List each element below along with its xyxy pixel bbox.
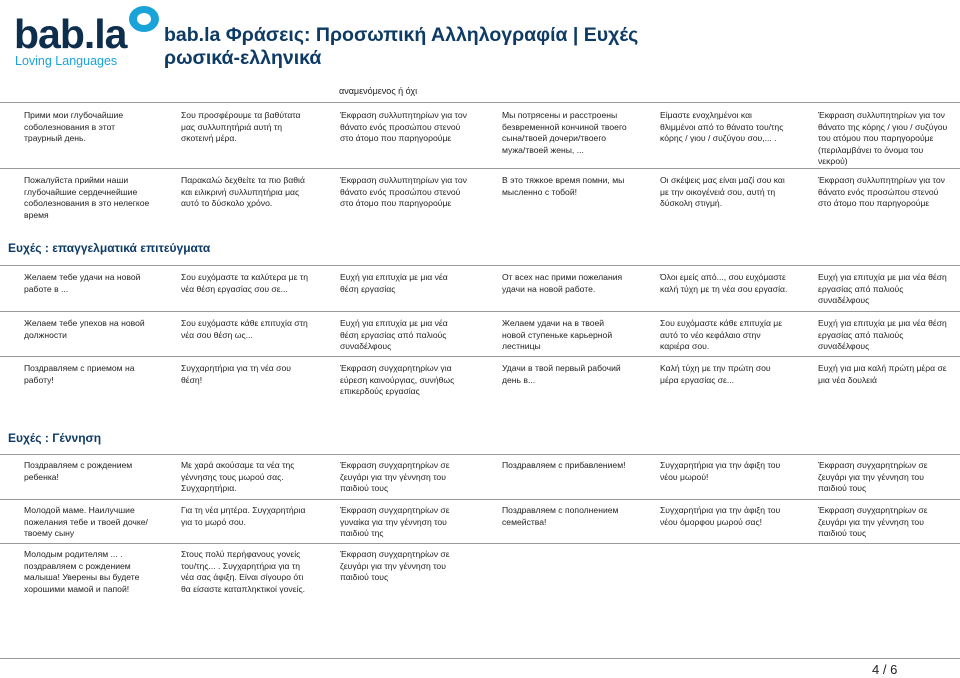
phrase-russian: В это тяжкое время помни, мы мысленно с тобой! bbox=[502, 175, 625, 197]
continuation-text: αναμενόμενος ή όχι bbox=[339, 86, 418, 96]
phrase-greek: Στους πολύ περήφανους γονείς του/της... . Συγχαρητήρια για τη νέα σας άφιξη. Είναι σίγουρο ότι θα είσαστε καταπληκτικοί γονείς. bbox=[181, 549, 305, 594]
phrase-russian: Пожалуйста прийми наши глубочайшие сердечнейшие соболезнования в это нелегкое время bbox=[24, 175, 150, 220]
logo-text: bab.la bbox=[14, 11, 127, 57]
phrase-russian: Поздравляем с пополнением семейства! bbox=[502, 505, 619, 527]
phrase-greek: Παρακαλώ δεχθείτε τα πιο βαθιά και ειλικρινή συλλυπητήρια μας αυτό το δύσκολο χρόνο. bbox=[181, 175, 305, 208]
phrase-usage: Έκφραση συγχαρητηρίων σε ζευγάρι για την γέννηση του παιδιού τους bbox=[340, 549, 450, 582]
phrase-usage: Ευχή για επιτυχία με μια νέα θέση εργασίας από παλιούς συναδέλφους bbox=[340, 318, 448, 351]
phrase-russian: Молодой маме. Наилучшие пожелания тебе и твоей дочке/твоему сыну bbox=[24, 505, 148, 538]
phrase-greek: Συγχαρητήρια για τη νέα σου θέση! bbox=[181, 363, 291, 385]
speech-bubble-icon bbox=[129, 6, 159, 32]
phrase-greek: Σου ευχόμαστε τα καλύτερα με τη νέα θέση εργασίας σου σε... bbox=[181, 272, 309, 294]
phrase-usage: Έκφραση συγχαρητηρίων σε ζευγάρι για την γέννηση του παιδιού τους bbox=[818, 505, 928, 538]
phrase-greek: Για τη νέα μητέρα. Συγχαρητήρια για το μωρό σου. bbox=[181, 505, 306, 527]
phrase-russian: Желаем тебе удачи на новой работе в ... bbox=[24, 272, 141, 294]
page-title bbox=[164, 24, 638, 70]
phrase-russian: Удачи в твой первый рабочий день в... bbox=[502, 363, 621, 385]
phrase-russian: Желаем удачи на в твоей новой ступеньке карьерной лестницы bbox=[502, 318, 613, 351]
row-divider bbox=[0, 543, 960, 544]
phrase-greek: Με χαρά ακούσαμε τα νέα της γέννησης τους μωρού σας. Συγχαρητήρια. bbox=[181, 460, 295, 493]
row-divider bbox=[0, 168, 960, 169]
phrase-usage: Έκφραση συγχαρητηρίων σε ζευγάρι για την γέννηση του παιδιού τους bbox=[340, 460, 450, 493]
phrase-usage: Έκφραση συγχαρητηρίων σε γυναίκα για την γέννηση του παιδιού της bbox=[340, 505, 450, 538]
footer-divider bbox=[0, 658, 960, 659]
phrase-greek: Συγχαρητήρια για την άφιξη του νέου όμορφου μωρού σας! bbox=[660, 505, 781, 527]
phrase-greek: Συγχαρητήρια για την άφιξη του νέου μωρού! bbox=[660, 460, 781, 482]
phrase-greek: Όλοι εμείς από..., σου ευχόμαστε καλή τύχη με τη νέα σου εργασία. bbox=[660, 272, 788, 294]
phrase-greek: Σου ευχόμαστε κάθε επιτυχία στη νέα σου θέση ως... bbox=[181, 318, 308, 340]
babla-logo[interactable] bbox=[14, 6, 164, 70]
page-number: 4 / 6 bbox=[872, 662, 898, 677]
logo-tagline: Loving Languages bbox=[15, 54, 118, 68]
phrase-greek: Σου προσφέρουμε τα βαθύτατα μας συλλυπητήριά αυτή τη σκοτεινή μέρα. bbox=[181, 110, 301, 143]
phrase-usage: Ευχή για επιτυχία με μια νέα θέση εργασίας από παλιούς συναδέλφους bbox=[818, 318, 947, 351]
phrase-greek: Οι σκέψεις μας είναι μαζί σου και με την οικογένειά σου, αυτή τη δύσκολη στιγμή. bbox=[660, 175, 785, 208]
page-title-line-1: bab.la Φράσεις: Προσωπική Αλληλογραφία | Ευχές bbox=[164, 24, 639, 46]
phrase-usage: Έκφραση συλλυπητηρίων για τον θάνατο ενός προσώπου στενού στο άτομο που παρηγορούμε bbox=[340, 175, 467, 208]
row-divider bbox=[0, 102, 960, 103]
phrase-greek: Είμαστε ενοχλημένοι και θλιμμένοι από το θάνατο του/της κόρης / γιου / συζύγου σου,... . bbox=[660, 110, 784, 143]
phrase-usage: Έκφραση συγχαρητηρίων σε ζευγάρι για την γέννηση του παιδιού τους bbox=[818, 460, 928, 493]
phrase-russian: От всех нас прими пожелания удачи на новой работе. bbox=[502, 272, 623, 294]
phrase-russian: Молодым родителям ... . поздравляем с рождением малыша! Уверены вы будете хорошими мамой и папой! bbox=[24, 549, 140, 594]
phrase-russian: Желаем тебе упехов на новой должности bbox=[24, 318, 145, 340]
phrase-greek: Σου ευχόμαστε κάθε επιτυχία με αυτό το νέο κεφάλαιο στην καριέρα σου. bbox=[660, 318, 783, 351]
phrase-russian: Поздравляем с рождением ребенка! bbox=[24, 460, 133, 482]
page-title-line-2: ρωσικά-ελληνικά bbox=[164, 47, 322, 69]
phrase-usage: Έκφραση συλλυπητηρίων για τον θάνατο ενός προσώπου στενού στο άτομο που παρηγορούμε bbox=[818, 175, 945, 208]
phrase-russian: Поздравляем с приемом на работу! bbox=[24, 363, 135, 385]
section-title-career: Ευχές : επαγγελματικά επιτεύγματα bbox=[8, 241, 211, 255]
phrase-usage: Ευχή για επιτυχία με μια νέα θέση εργασίας από παλιούς συναδέλφους bbox=[818, 272, 947, 305]
row-divider bbox=[0, 499, 960, 500]
phrase-usage: Ευχή για μια καλή πρώτη μέρα σε μια νέα δουλειά bbox=[818, 363, 947, 385]
row-divider bbox=[0, 265, 960, 266]
phrase-russian: Мы потрясены и расстроены безвременной кончиной твоего сына/твоей дочери/твоего мужа/твоей жены, ... bbox=[502, 110, 627, 155]
row-divider bbox=[0, 356, 960, 357]
phrase-usage: Έκφραση συγχαρητηρίων για εύρεση καινούργιας, συνήθως επικερδούς εργασίας bbox=[340, 363, 455, 396]
phrase-usage: Ευχή για επιτυχία με μια νέα θέση εργασίας bbox=[340, 272, 448, 294]
phrase-usage: Έκφραση συλλυπητηρίων για τον θάνατο ενός προσώπου στενού στο άτομο που παρηγορούμε bbox=[340, 110, 467, 143]
row-divider bbox=[0, 454, 960, 455]
phrase-usage: Έκφραση συλλυπητηρίων για τον θάνατο της κόρης / γιου / συζύγου του ατόμου που παρηγορούμε (περιλαμβάνει το όνομα του νεκρού) bbox=[818, 110, 948, 166]
section-title-birth: Ευχές : Γέννηση bbox=[8, 431, 102, 445]
row-divider bbox=[0, 311, 960, 312]
phrase-russian: Прими мои глубочайшие соболезнования в этот траурный день. bbox=[24, 110, 124, 143]
phrase-russian: Поздравляем с прибавлением! bbox=[502, 460, 626, 470]
phrase-greek: Καλή τύχη με την πρώτη σου μέρα εργασίας σε... bbox=[660, 363, 771, 385]
